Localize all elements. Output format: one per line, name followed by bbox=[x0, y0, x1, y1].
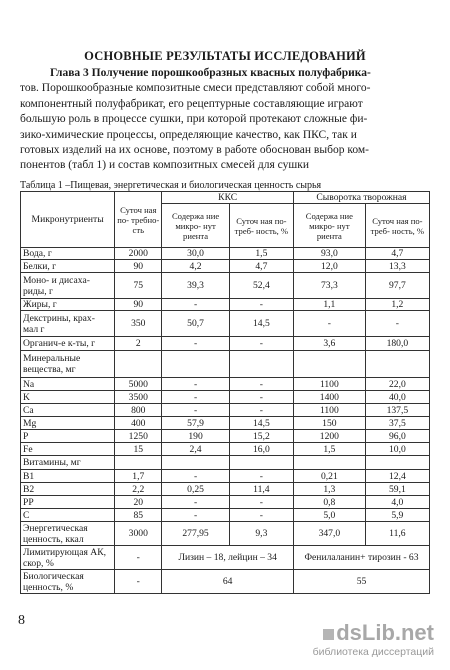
row-label: PP bbox=[21, 496, 115, 509]
table-cell: 30,0 bbox=[162, 248, 229, 260]
header-kks-need: Суточ ная по- треб- ность, % bbox=[229, 204, 293, 248]
table-cell: 90 bbox=[115, 260, 162, 273]
table-cell: 15,2 bbox=[229, 430, 293, 443]
row-label: Моно- и дисаха- риды, г bbox=[21, 273, 115, 299]
table-cell: 75 bbox=[115, 273, 162, 299]
row-label: Ca bbox=[21, 404, 115, 417]
table-cell: 1,3 bbox=[294, 483, 366, 496]
table-row bbox=[21, 496, 430, 509]
table-cell: 90 bbox=[115, 299, 162, 311]
table-row bbox=[21, 509, 430, 522]
table-cell: 20 bbox=[115, 496, 162, 509]
table-cell: 1100 bbox=[294, 404, 366, 417]
table-cell: 5,0 bbox=[294, 509, 366, 522]
table-cell: - bbox=[162, 404, 229, 417]
table-cell bbox=[294, 456, 366, 470]
table-cell: 2 bbox=[115, 337, 162, 351]
table-row bbox=[21, 273, 430, 299]
table-row bbox=[21, 546, 430, 570]
table-row bbox=[21, 443, 430, 456]
table-cell bbox=[115, 456, 162, 470]
table-cell: 277,95 bbox=[162, 522, 229, 546]
section-heading: ОСНОВНЫЕ РЕЗУЛЬТАТЫ ИССЛЕДОВАНИЙ bbox=[84, 49, 366, 63]
row-label: Белки, г bbox=[21, 260, 115, 273]
table-row bbox=[21, 417, 430, 430]
table-cell: 11,6 bbox=[365, 522, 429, 546]
table-row bbox=[21, 483, 430, 496]
table-cell: 85 bbox=[115, 509, 162, 522]
table-cell: Фенилаланин+ тирозин - 63 bbox=[294, 546, 430, 570]
table-cell: - bbox=[162, 299, 229, 311]
table-row bbox=[21, 522, 430, 546]
table-row bbox=[21, 430, 430, 443]
table-cell: - bbox=[229, 378, 293, 391]
table-cell: 1250 bbox=[115, 430, 162, 443]
row-label: Fe bbox=[21, 443, 115, 456]
table-cell: 16,0 bbox=[229, 443, 293, 456]
table-cell bbox=[294, 351, 366, 378]
table-cell: - bbox=[162, 391, 229, 404]
table-cell: - bbox=[162, 496, 229, 509]
table-cell: - bbox=[229, 470, 293, 483]
table-cell: 180,0 bbox=[365, 337, 429, 351]
table-cell: - bbox=[162, 337, 229, 351]
table-cell: 40,0 bbox=[365, 391, 429, 404]
table-cell: 347,0 bbox=[294, 522, 366, 546]
table-row bbox=[21, 311, 430, 337]
table-cell: - bbox=[115, 546, 162, 570]
table-cell: 2,4 bbox=[162, 443, 229, 456]
table-cell: 3500 bbox=[115, 391, 162, 404]
table-cell: 2,2 bbox=[115, 483, 162, 496]
table-cell: 2000 bbox=[115, 248, 162, 260]
paragraph-line: тов. Порошкообразные композитные смеси представляют собой много- bbox=[20, 82, 371, 95]
table-caption: Таблица 1 –Пищевая, энергетическая и биологическая ценность сырья bbox=[20, 180, 322, 191]
table-cell: 1,5 bbox=[294, 443, 366, 456]
table-cell: 0,21 bbox=[294, 470, 366, 483]
table-cell: 1,2 bbox=[365, 299, 429, 311]
table-cell: 3,6 bbox=[294, 337, 366, 351]
chapter-paragraph bbox=[20, 66, 432, 174]
table-cell: 4,7 bbox=[365, 248, 429, 260]
brand-logo: dsLib.net bbox=[313, 620, 434, 646]
table-cell: 14,5 bbox=[229, 311, 293, 337]
table-row bbox=[21, 378, 430, 391]
table-row bbox=[21, 456, 430, 470]
table-cell bbox=[365, 456, 429, 470]
table-cell: 11,4 bbox=[229, 483, 293, 496]
table-cell: 9,3 bbox=[229, 522, 293, 546]
table-cell: - bbox=[229, 509, 293, 522]
row-label: Минеральные вещества, мг bbox=[21, 351, 115, 378]
table-cell: 150 bbox=[294, 417, 366, 430]
table-cell: 55 bbox=[294, 570, 430, 594]
paragraph-line: понентов (табл 1) и состав композитных смесей для сушки bbox=[20, 159, 309, 172]
table-cell: - bbox=[229, 391, 293, 404]
table-cell: 4,2 bbox=[162, 260, 229, 273]
paragraph-line: Глава 3 Получение порошкообразных квасных полуфабрика- bbox=[50, 67, 371, 79]
row-label: K bbox=[21, 391, 115, 404]
row-label: Энергетическая ценность, ккал bbox=[21, 522, 115, 546]
table-cell: 52,4 bbox=[229, 273, 293, 299]
table-cell: 50,7 bbox=[162, 311, 229, 337]
paragraph-line: зико-химические процессы, определяющие качество, как ПКС, так и bbox=[20, 128, 357, 141]
row-label: Жиры, г bbox=[21, 299, 115, 311]
table-row bbox=[21, 570, 430, 594]
row-label: Mg bbox=[21, 417, 115, 430]
row-label: Биологическая ценность, % bbox=[21, 570, 115, 594]
table-cell: 0,8 bbox=[294, 496, 366, 509]
brand-tagline: библиотека диссертаций bbox=[312, 646, 434, 658]
watermark-brand bbox=[313, 620, 434, 658]
row-label: Лимитирующая АК, скор, % bbox=[21, 546, 115, 570]
logo-square-icon bbox=[323, 629, 334, 640]
table-cell: 137,5 bbox=[365, 404, 429, 417]
table-cell: 96,0 bbox=[365, 430, 429, 443]
table-cell: - bbox=[294, 311, 366, 337]
table-row bbox=[21, 470, 430, 483]
row-label: Органич-е к-ты, г bbox=[21, 337, 115, 351]
table-cell: 3000 bbox=[115, 522, 162, 546]
table-cell: 13,3 bbox=[365, 260, 429, 273]
table-cell: 97,7 bbox=[365, 273, 429, 299]
header-whey-need: Суточ ная по- треб- ность, % bbox=[365, 204, 429, 248]
table-cell: 5000 bbox=[115, 378, 162, 391]
nutrition-table bbox=[20, 191, 430, 594]
table-row bbox=[21, 260, 430, 273]
table-cell: 37,5 bbox=[365, 417, 429, 430]
table-cell: 1100 bbox=[294, 378, 366, 391]
row-label: B2 bbox=[21, 483, 115, 496]
table-cell: 73,3 bbox=[294, 273, 366, 299]
paragraph-line: готовых изделий на их основе, поэтому в работе обоснован выбор ком- bbox=[20, 144, 369, 157]
table-cell: 400 bbox=[115, 417, 162, 430]
table-cell bbox=[229, 456, 293, 470]
header-micronutrients: Микронутриенты bbox=[21, 192, 115, 248]
table-cell: 59,1 bbox=[365, 483, 429, 496]
table-cell: 22,0 bbox=[365, 378, 429, 391]
row-label: Вода, г bbox=[21, 248, 115, 260]
table-cell bbox=[162, 351, 229, 378]
header-kks-content: Содержа ние микро- нут риента bbox=[162, 204, 229, 248]
table-cell: 39,3 bbox=[162, 273, 229, 299]
paragraph-line: большую роль в процессе сушки, при которой протекают сложные фи- bbox=[20, 113, 368, 126]
table-cell: 190 bbox=[162, 430, 229, 443]
row-label: Декстрины, крах- мал г bbox=[21, 311, 115, 337]
table-cell: 14,5 bbox=[229, 417, 293, 430]
table-cell: - bbox=[115, 570, 162, 594]
table-cell: 4,7 bbox=[229, 260, 293, 273]
page-number: 8 bbox=[18, 613, 25, 628]
row-label: Витамины, мг bbox=[21, 456, 115, 470]
table-cell: 800 bbox=[115, 404, 162, 417]
table-row bbox=[21, 404, 430, 417]
table-cell: 1400 bbox=[294, 391, 366, 404]
table-cell bbox=[162, 456, 229, 470]
table-cell: 64 bbox=[162, 570, 294, 594]
table-cell: 1,7 bbox=[115, 470, 162, 483]
table-cell: 12,4 bbox=[365, 470, 429, 483]
table-row bbox=[21, 248, 430, 260]
table-cell bbox=[115, 351, 162, 378]
row-label: B1 bbox=[21, 470, 115, 483]
table-row bbox=[21, 351, 430, 378]
table-row bbox=[21, 299, 430, 311]
row-label: Na bbox=[21, 378, 115, 391]
table-cell: 57,9 bbox=[162, 417, 229, 430]
table-cell: 15 bbox=[115, 443, 162, 456]
table-cell: 12,0 bbox=[294, 260, 366, 273]
table-row bbox=[21, 391, 430, 404]
table-cell: - bbox=[162, 470, 229, 483]
table-cell: 1200 bbox=[294, 430, 366, 443]
table-cell: 10,0 bbox=[365, 443, 429, 456]
row-label: C bbox=[21, 509, 115, 522]
table-cell: - bbox=[229, 496, 293, 509]
table-cell: - bbox=[229, 337, 293, 351]
header-whey-content: Содержа ние микро- нут риента bbox=[294, 204, 366, 248]
table-cell: 93,0 bbox=[294, 248, 366, 260]
table-cell: 350 bbox=[115, 311, 162, 337]
table-cell: - bbox=[229, 404, 293, 417]
header-kks: ККС bbox=[162, 192, 294, 204]
table-cell: - bbox=[162, 378, 229, 391]
table-cell: 5,9 bbox=[365, 509, 429, 522]
table-cell: - bbox=[229, 299, 293, 311]
table-cell bbox=[365, 351, 429, 378]
table-cell: 4,0 bbox=[365, 496, 429, 509]
table-cell: - bbox=[162, 509, 229, 522]
table-cell: 0,25 bbox=[162, 483, 229, 496]
table-cell: 1,1 bbox=[294, 299, 366, 311]
row-label: P bbox=[21, 430, 115, 443]
table-row bbox=[21, 337, 430, 351]
table-cell: Лизин – 18, лейцин – 34 bbox=[162, 546, 294, 570]
table-cell: - bbox=[365, 311, 429, 337]
header-daily-need: Суточ ная по- требно- сть bbox=[115, 192, 162, 248]
table-cell: 1,5 bbox=[229, 248, 293, 260]
table-cell bbox=[229, 351, 293, 378]
header-whey: Сыворотка творожная bbox=[294, 192, 430, 204]
paragraph-line: компонентный полуфабрикат, его рецептурные составляющие играют bbox=[20, 97, 363, 110]
